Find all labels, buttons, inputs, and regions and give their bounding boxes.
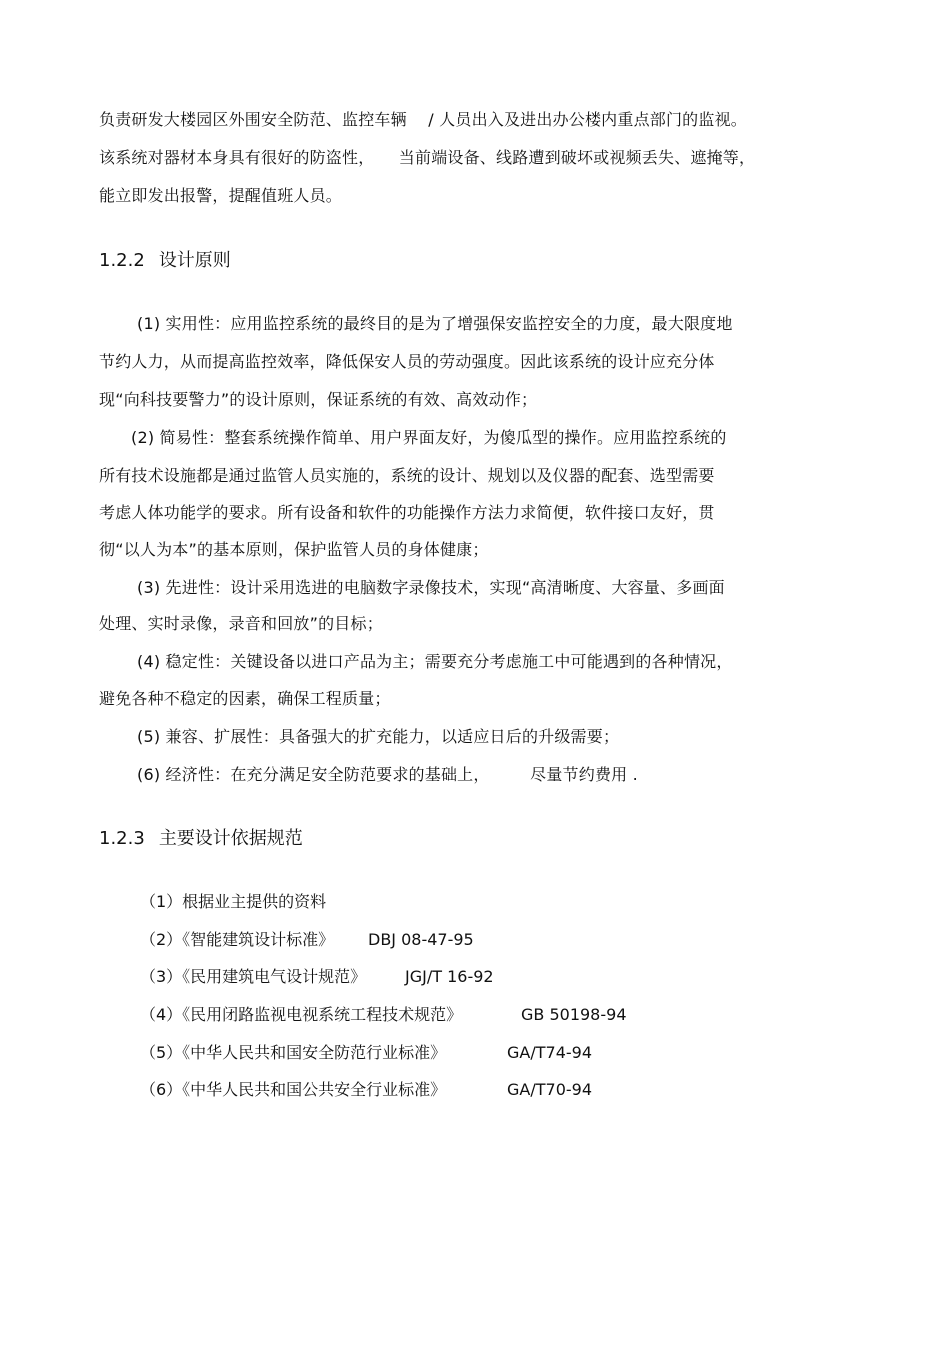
- reference-code: GA/T70-94: [507, 1080, 592, 1099]
- reference-label: （4）《民用闭路监视电视系统工程技术规范》: [140, 1005, 463, 1024]
- principle-2-line-1: (2) 简易性：整套系统操作简单、用户界面友好，为傻瓜型的操作。应用监控系统的: [131, 428, 727, 447]
- section-heading-1-2-2: [99, 250, 231, 272]
- section-number: 1.2.2: [99, 250, 145, 271]
- principle-4-line-1: (4) 稳定性：关键设备以进口产品为主；需要充分考虑施工中可能遇到的各种情况，: [137, 652, 733, 671]
- reference-label: （3）《民用建筑电气设计规范》: [140, 967, 367, 986]
- principle-2-line-4: 彻“以人为本”的基本原则，保护监管人员的身体健康；: [99, 540, 489, 559]
- section-title: 设计原则: [158, 250, 231, 271]
- principle-6-line-1: (6) 经济性：在充分满足安全防范要求的基础上， 尽量节约费用 .: [137, 765, 638, 784]
- reference-label: （5）《中华人民共和国安全防范行业标准》: [140, 1043, 447, 1062]
- reference-label: （1）根据业主提供的资料: [140, 892, 327, 911]
- intro-line-2: 该系统对器材本身具有很好的防盗性， 当前端设备、线路遭到破坏或视频丢失、遮掩等，: [99, 148, 756, 167]
- principle-1-line-2: 节约人力，从而提高监控效率，降低保安人员的劳动强度。因此该系统的设计应充分体: [99, 352, 715, 371]
- principle-3-line-1: (3) 先进性：设计采用选进的电脑数字录像技术，实现“高清晰度、大容量、多画面: [137, 578, 725, 597]
- principle-1-line-1: (1) 实用性：应用监控系统的最终目的是为了增强保安监控安全的力度，最大限度地: [137, 314, 733, 333]
- reference-item-6: [140, 1080, 610, 1100]
- principle-3-line-2: 处理、实时录像，录音和回放”的目标；: [99, 614, 383, 633]
- reference-label: （6）《中华人民共和国公共安全行业标准》: [140, 1080, 447, 1099]
- reference-label: （2）《智能建筑设计标准》: [140, 930, 335, 949]
- reference-code: DBJ 08-47-95: [368, 930, 474, 949]
- principle-1-line-3: 现“向科技要警力”的设计原则，保证系统的有效、高效动作；: [99, 390, 538, 409]
- principle-2-line-3: 考虑人体功能学的要求。所有设备和软件的功能操作方法力求简便，软件接口友好，贯: [99, 503, 715, 522]
- intro-line-3: 能立即发出报警，提醒值班人员。: [99, 186, 343, 205]
- reference-code: JGJ/T 16-92: [405, 967, 494, 986]
- principle-5-line-1: (5) 兼容、扩展性：具备强大的扩充能力，以适应日后的升级需要；: [137, 727, 620, 746]
- section-title: 主要设计依据规范: [158, 828, 303, 849]
- reference-item-4: [140, 1005, 640, 1025]
- reference-item-2: [140, 930, 540, 950]
- reference-item-5: [140, 1043, 610, 1063]
- reference-code: GB 50198-94: [521, 1005, 627, 1024]
- section-heading-1-2-3: [99, 828, 303, 850]
- section-number: 1.2.3: [99, 828, 145, 849]
- reference-code: GA/T74-94: [507, 1043, 592, 1062]
- principle-2-line-2: 所有技术设施都是通过监管人员实施的，系统的设计、规划以及仪器的配套、选型需要: [99, 466, 715, 485]
- principle-4-line-2: 避免各种不稳定的因素，确保工程质量；: [99, 689, 391, 708]
- intro-line-1: 负责研发大楼园区外围安全防范、监控车辆 / 人员出入及进出办公楼内重点部门的监视。: [99, 110, 747, 129]
- reference-item-3: [140, 967, 540, 987]
- reference-item-1: [140, 892, 326, 912]
